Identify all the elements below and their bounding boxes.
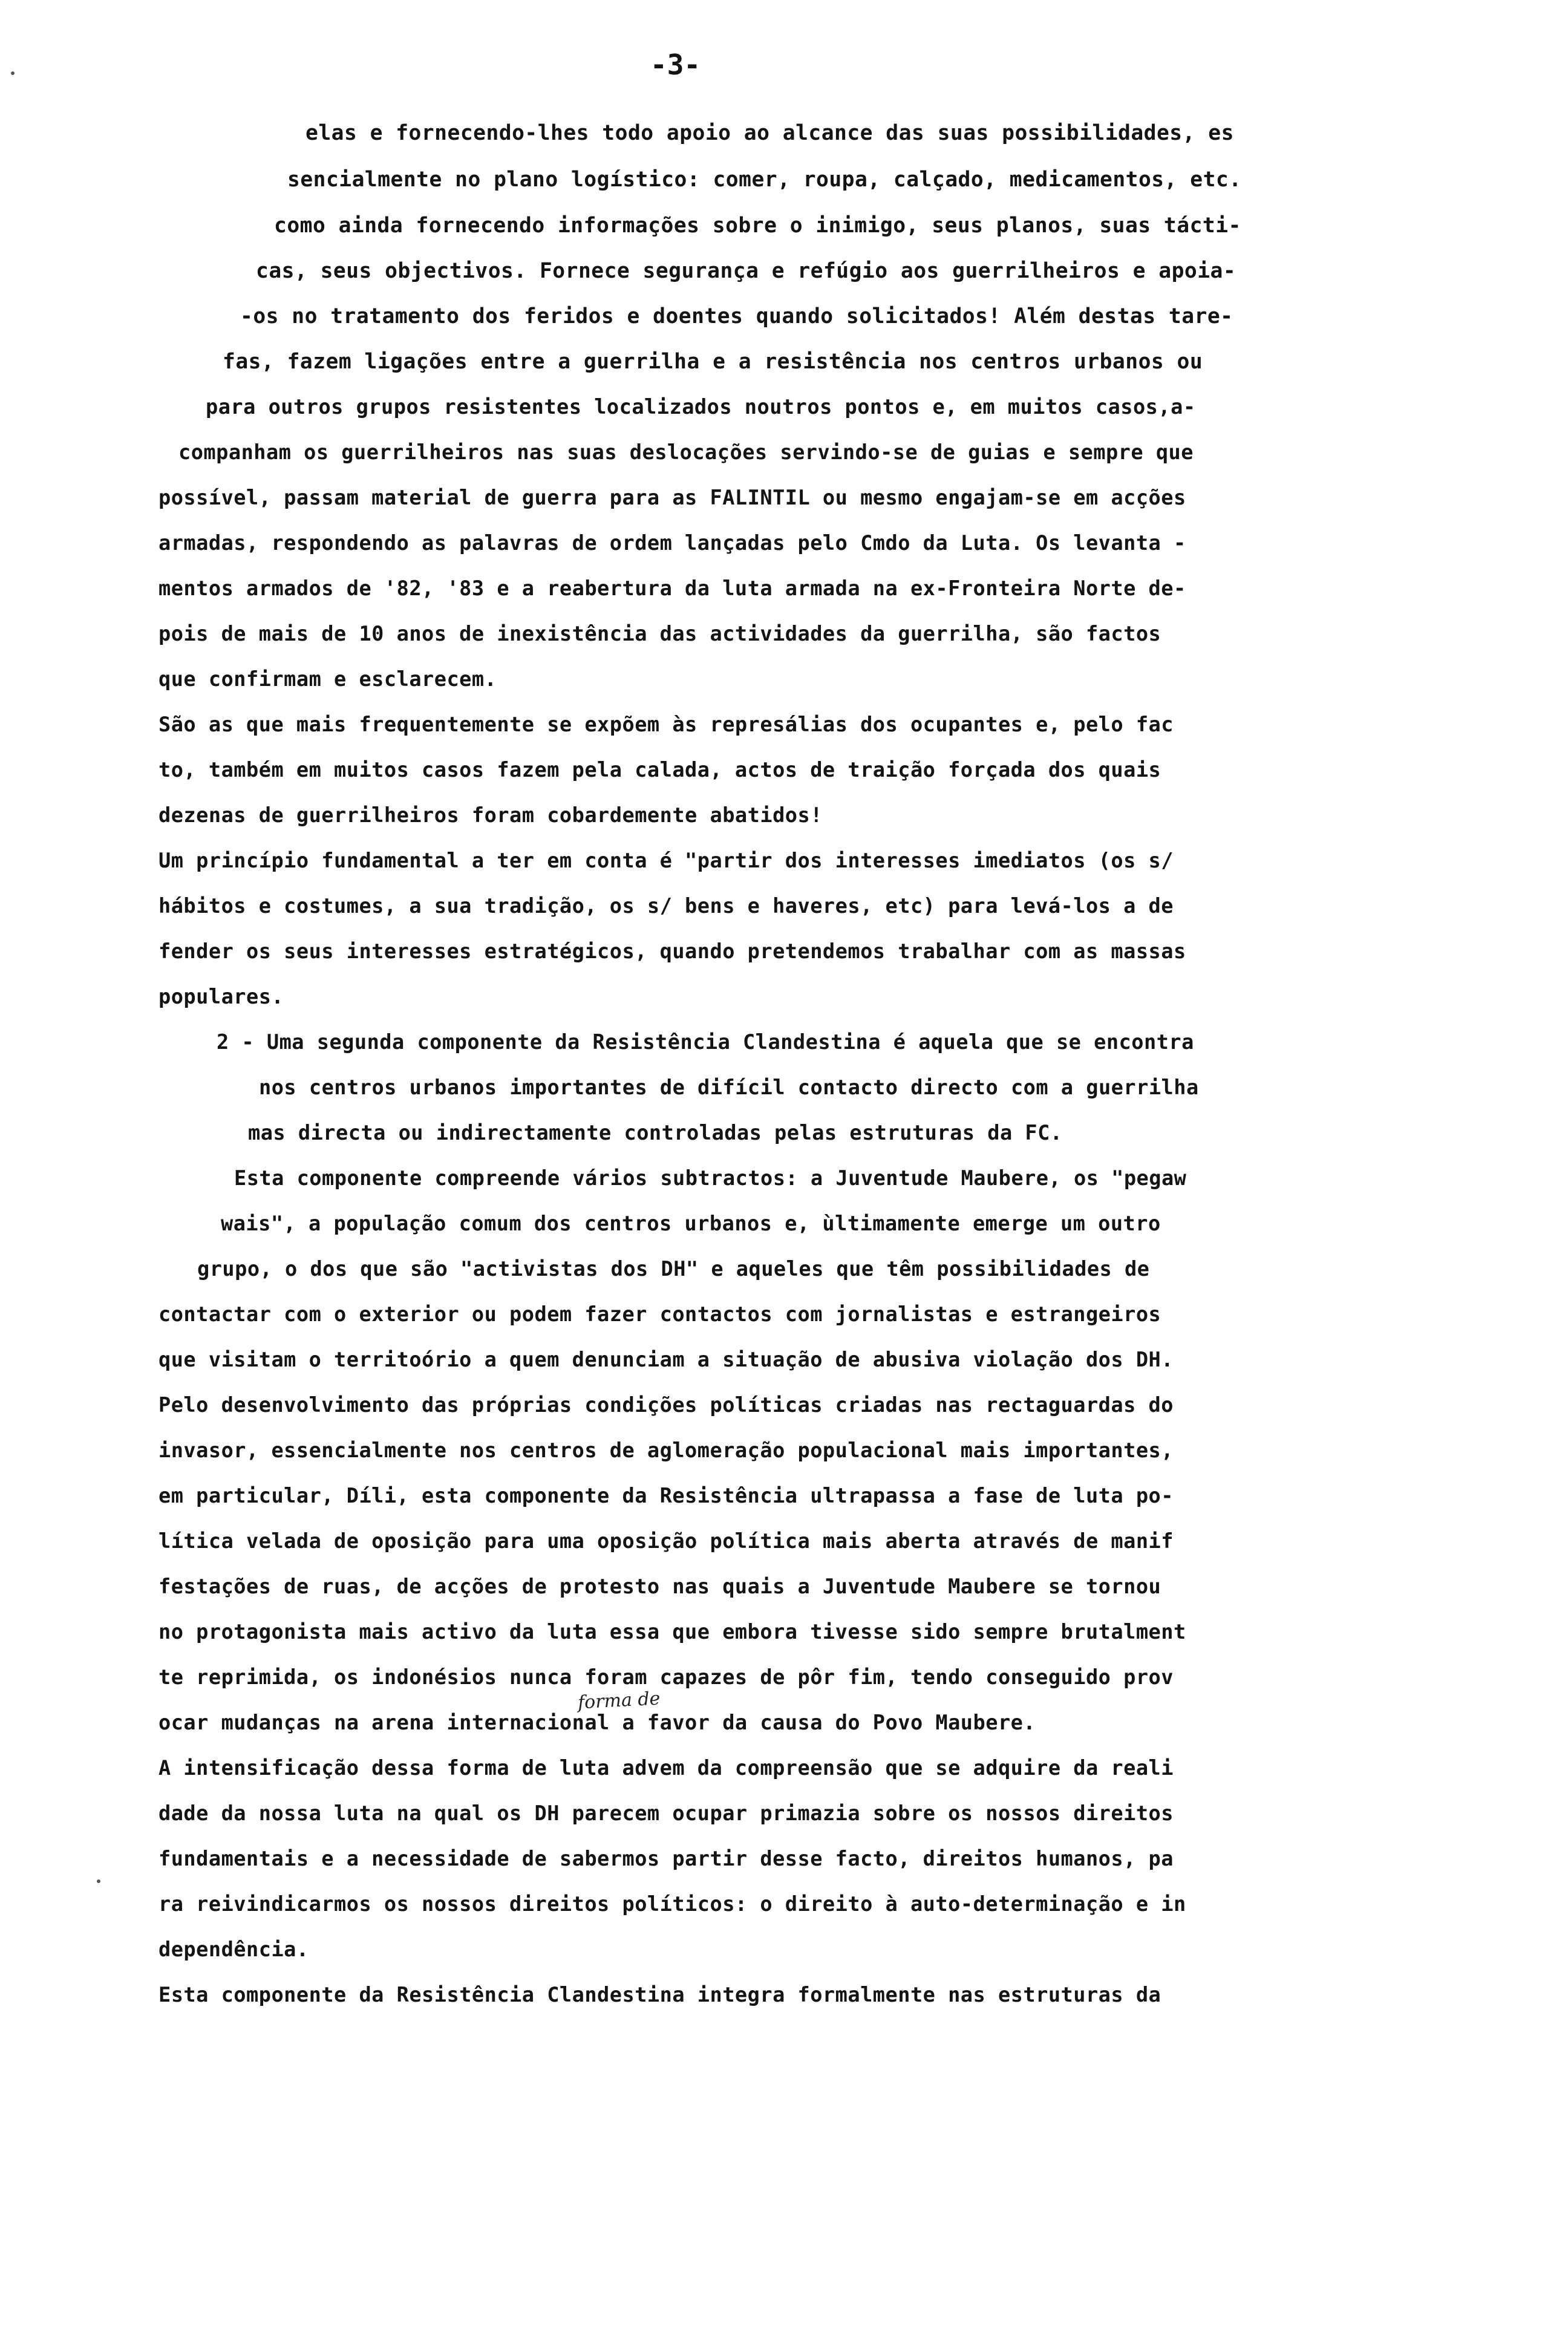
page-number: -3- [650,48,701,81]
text-line: dade da nossa luta na qual os DH parecem ocupar primazia sobre os nossos direitos [158,1801,1174,1825]
text-line: possível, passam material de guerra para as FALINTIL ou mesmo engajam-se em acções [158,486,1186,509]
text-line: São as que mais frequentemente se expõem às represálias dos ocupantes e, pelo fac [158,713,1174,736]
text-line: como ainda fornecendo informações sobre o inimigo, seus planos, suas tácti- [274,214,1241,238]
text-line: para outros grupos resistentes localizados noutros pontos e, em muitos casos,a- [206,395,1196,419]
text-line: hábitos e costumes, a sua tradição, os s/ bens e haveres, etc) para levá-los a de [158,894,1174,918]
text-line: dependência. [158,1938,309,1961]
text-line: pois de mais de 10 anos de inexistência das actividades da guerrilha, são factos [158,622,1161,645]
scan-speck [97,1879,100,1883]
text-line: dezenas de guerrilheiros foram cobardemente abatidos! [158,803,823,827]
text-line: lítica velada de oposição para uma oposição política mais aberta através de manif [158,1529,1174,1553]
text-line: ra reivindicarmos os nossos direitos políticos: o direito à auto-determinação e in [158,1892,1186,1916]
text-line: -os no tratamento dos feridos e doentes quando solicitados! Além destas tare- [240,304,1233,328]
text-line: nos centros urbanos importantes de difícil contacto directo com a guerrilha [259,1076,1199,1099]
text-line: festações de ruas, de acções de protesto nas quais a Juventude Maubere se tornou [158,1575,1161,1598]
text-line: contactar com o exterior ou podem fazer contactos com jornalistas e estrangeiros [158,1302,1161,1326]
text-line: to, também em muitos casos fazem pela calada, actos de traição forçada dos quais [158,758,1161,782]
text-line: fas, fazem ligações entre a guerrilha e a resistência nos centros urbanos ou [223,350,1203,374]
text-line: que visitam o territoório a quem denunciam a situação de abusiva violação dos DH. [158,1348,1174,1371]
text-line: elas e fornecendo-lhes todo apoio ao alcance das suas possibilidades, es [305,121,1234,145]
text-line: populares. [158,985,284,1008]
text-line: Um princípio fundamental a ter em conta é "partir dos interesses imediatos (os s/ [158,849,1174,872]
text-line: te reprimida, os indonésios nunca foram capazes de pôr fim, tendo conseguido prov [158,1665,1174,1689]
text-line: cas, seus objectivos. Fornece segurança e refúgio aos guerrilheiros e apoia- [256,259,1236,283]
scan-speck [11,71,15,75]
text-line: 2 - Uma segunda componente da Resistência Clandestina é aquela que se encontra [217,1030,1194,1054]
text-line: em particular, Díli, esta componente da Resistência ultrapassa a fase de luta po- [158,1484,1174,1507]
text-line: ocar mudanças na arena internacional a favor da causa do Povo Maubere. [158,1711,1036,1734]
text-line: invasor, essencialmente nos centros de aglomeração populacional mais importantes, [158,1438,1174,1462]
text-line: companham os guerrilheiros nas suas deslocações servindo-se de guias e sempre que [178,440,1194,464]
text-line: Esta componente da Resistência Clandestina integra formalmente nas estruturas da [158,1983,1161,2006]
text-line: Esta componente compreende vários subtractos: a Juventude Maubere, os "pegaw [234,1166,1187,1190]
handwritten-note: forma de [577,1688,661,1714]
text-line: no protagonista mais activo da luta essa que embora tivesse sido sempre brutalment [158,1620,1186,1644]
text-line: mentos armados de '82, '83 e a reabertura da luta armada na ex-Fronteira Norte de- [158,576,1186,600]
text-line: A intensificação dessa forma de luta advem da compreensão que se adquire da reali [158,1756,1174,1780]
text-line: fender os seus interesses estratégicos, quando pretendemos trabalhar com as massas [158,939,1186,963]
text-line: wais", a população comum dos centros urbanos e, ùltimamente emerge um outro [221,1212,1161,1235]
text-line: Pelo desenvolvimento das próprias condições políticas criadas nas rectaguardas do [158,1393,1174,1417]
text-line: que confirmam e esclarecem. [158,667,497,691]
text-line: fundamentais e a necessidade de sabermos partir desse facto, direitos humanos, pa [158,1847,1174,1870]
text-line: mas directa ou indirectamente controladas pelas estruturas da FC. [248,1121,1063,1144]
text-line: armadas, respondendo as palavras de ordem lançadas pelo Cmdo da Luta. Os levanta - [158,531,1186,555]
text-line: grupo, o dos que são "activistas dos DH" e aqueles que têm possibilidades de [197,1257,1150,1281]
text-line: sencialmente no plano logístico: comer, roupa, calçado, medicamentos, etc. [287,168,1242,192]
